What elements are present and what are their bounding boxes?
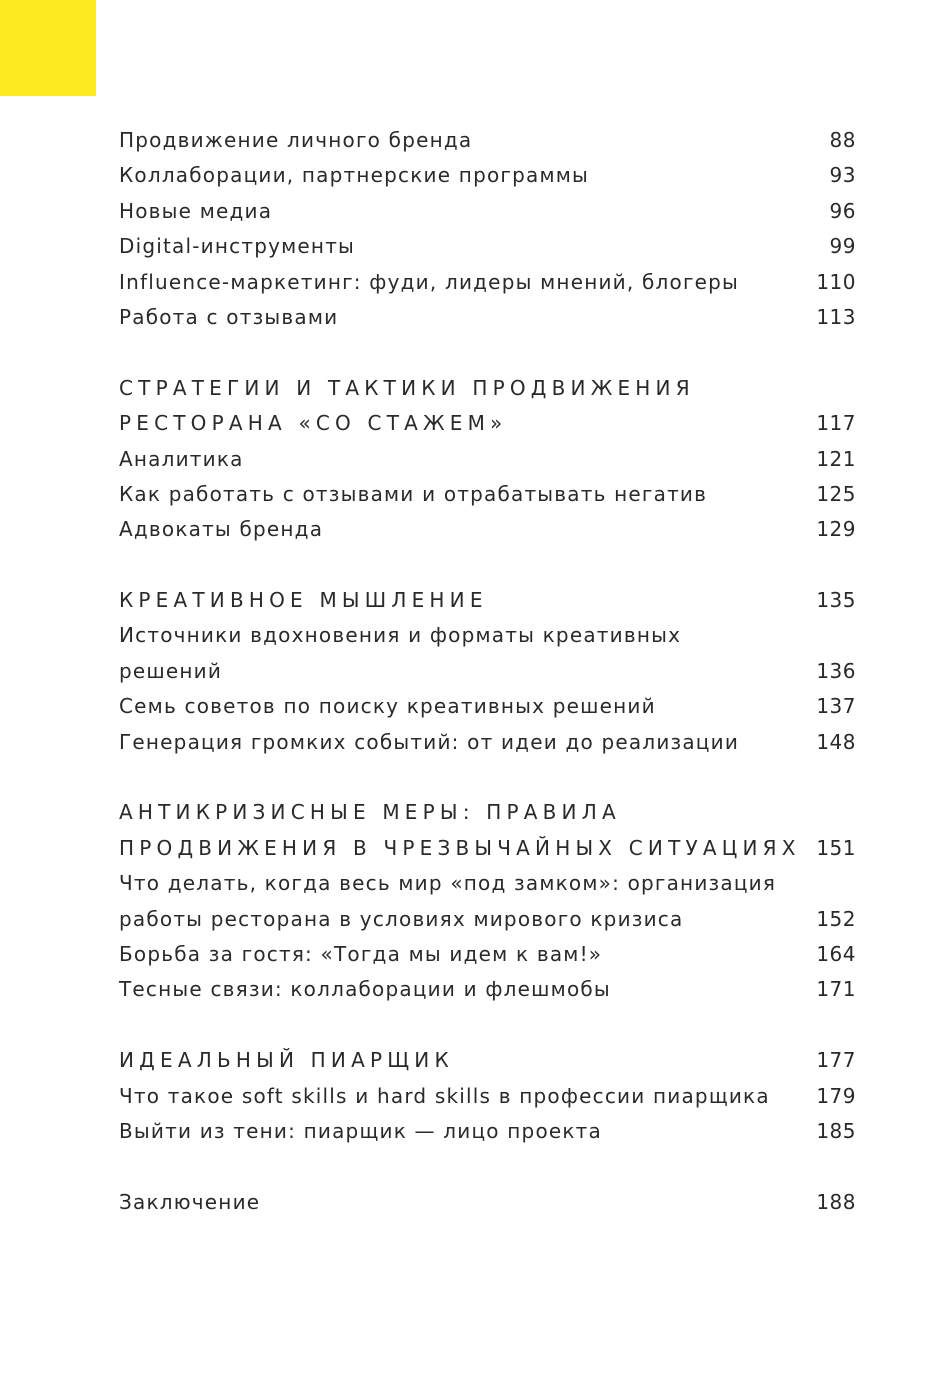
toc-page-number: 177: [816, 1048, 856, 1073]
toc-entry[interactable]: [119, 300, 856, 335]
toc-entry-title: ПРОДВИЖЕНИЯ В ЧРЕЗВЫЧАЙНЫХ СИТУАЦИЯХ: [119, 835, 801, 860]
toc-page-number: 93: [829, 163, 856, 188]
toc-entry-title: решений: [119, 658, 223, 683]
toc-entry-title: КРЕАТИВНОЕ МЫШЛЕНИЕ: [119, 588, 488, 613]
toc-entry-title: Что делать, когда весь мир «под замком»: организация: [119, 871, 777, 896]
section-spacer: [119, 548, 856, 583]
toc-entry-title: Выйти из тени: пиарщик — лицо проекта: [119, 1118, 602, 1143]
toc-entry[interactable]: [119, 477, 856, 512]
toc-page-number: 96: [829, 198, 856, 223]
toc-entry-title: Продвижение личного бренда: [119, 128, 473, 152]
toc-entry-title: Коллаборации, партнерские программы: [119, 163, 590, 188]
toc-section-heading[interactable]: [119, 371, 856, 406]
toc-page-number: 121: [816, 446, 856, 471]
toc-entry-title: СТРАТЕГИИ И ТАКТИКИ ПРОДВИЖЕНИЯ: [119, 375, 695, 400]
toc-entry[interactable]: [119, 654, 856, 689]
toc-entry[interactable]: [119, 123, 856, 158]
toc-page-number: 179: [816, 1083, 856, 1108]
toc-entry[interactable]: [119, 618, 856, 653]
toc-entry-title: Новые медиа: [119, 198, 273, 223]
toc-page-number: 125: [816, 481, 856, 506]
toc-entry-title: ИДЕАЛЬНЫЙ ПИАРЩИК: [119, 1048, 454, 1073]
toc-page-number: 113: [816, 304, 856, 329]
section-spacer: [119, 760, 856, 795]
toc-entry[interactable]: [119, 442, 856, 477]
toc-page-number: 129: [816, 517, 856, 542]
toc-entry-title: Как работать с отзывами и отрабатывать негатив: [119, 481, 708, 506]
toc-entry[interactable]: [119, 689, 856, 724]
toc-entry-title: Семь советов по поиску креативных решений: [119, 694, 656, 719]
toc-section-heading[interactable]: [119, 406, 856, 441]
toc-entry[interactable]: [119, 194, 856, 229]
toc-entry[interactable]: [119, 1185, 856, 1220]
toc-entry-title: Адвокаты бренда: [119, 517, 324, 542]
toc-entry[interactable]: [119, 902, 856, 937]
toc-entry-title: Борьба за гостя: «Тогда мы идем к вам!»: [119, 941, 603, 966]
toc-page-number: 171: [816, 977, 856, 1002]
section-spacer: [119, 335, 856, 370]
toc-page-number: 137: [816, 694, 856, 719]
toc-page-number: 136: [816, 658, 856, 683]
section-spacer: [119, 1008, 856, 1043]
toc-entry[interactable]: [119, 158, 856, 193]
toc-entry-title: АНТИКРИЗИСНЫЕ МЕРЫ: ПРАВИЛА: [119, 800, 621, 825]
toc-entry[interactable]: [119, 937, 856, 972]
toc-page-number: 151: [816, 835, 856, 860]
toc-entry[interactable]: [119, 229, 856, 264]
toc-section-heading[interactable]: [119, 795, 856, 830]
toc-entry-title: Influence-маркетинг: фуди, лидеры мнений, блогеры: [119, 269, 740, 294]
toc-entry[interactable]: [119, 1079, 856, 1114]
toc-entry[interactable]: [119, 725, 856, 760]
toc-page-number: 152: [816, 906, 856, 931]
toc-page-number: 148: [816, 729, 856, 754]
toc-page-number: 185: [816, 1118, 856, 1143]
toc-page-number: 135: [816, 588, 856, 613]
toc-entry-title: Тесные связи: коллаборации и флешмобы: [119, 977, 611, 1002]
toc-entry[interactable]: [119, 265, 856, 300]
toc-section-heading[interactable]: [119, 583, 856, 618]
toc-page-number: 99: [829, 234, 856, 259]
table-of-contents: [119, 123, 856, 1220]
toc-entry-title: Работа с отзывами: [119, 304, 339, 329]
toc-page-number: 88: [829, 128, 856, 152]
toc-entry-title: Аналитика: [119, 446, 244, 471]
toc-entry-title: Что такое soft skills и hard skills в профессии пиарщика: [119, 1083, 770, 1108]
toc-page-number: 110: [816, 269, 856, 294]
toc-entry-title: Заключение: [119, 1189, 261, 1214]
toc-entry[interactable]: [119, 866, 856, 901]
toc-entry[interactable]: [119, 972, 856, 1007]
toc-page-number: 164: [816, 941, 856, 966]
toc-section-heading[interactable]: [119, 831, 856, 866]
toc-entry[interactable]: [119, 512, 856, 547]
toc-entry-title: Источники вдохновения и форматы креативных: [119, 623, 682, 648]
toc-entry[interactable]: [119, 1114, 856, 1149]
toc-page-number: 117: [816, 411, 856, 436]
toc-section-heading[interactable]: [119, 1043, 856, 1078]
toc-entry-title: Генерация громких событий: от идеи до реализации: [119, 729, 740, 754]
toc-entry-title: работы ресторана в условиях мирового кризиса: [119, 906, 684, 931]
toc-page-number: 188: [816, 1189, 856, 1214]
section-spacer: [119, 1149, 856, 1184]
toc-entry-title: РЕСТОРАНА «СО СТАЖЕМ»: [119, 411, 508, 436]
toc-entry-title: Digital-инструменты: [119, 234, 356, 259]
yellow-corner-block: [0, 0, 96, 96]
